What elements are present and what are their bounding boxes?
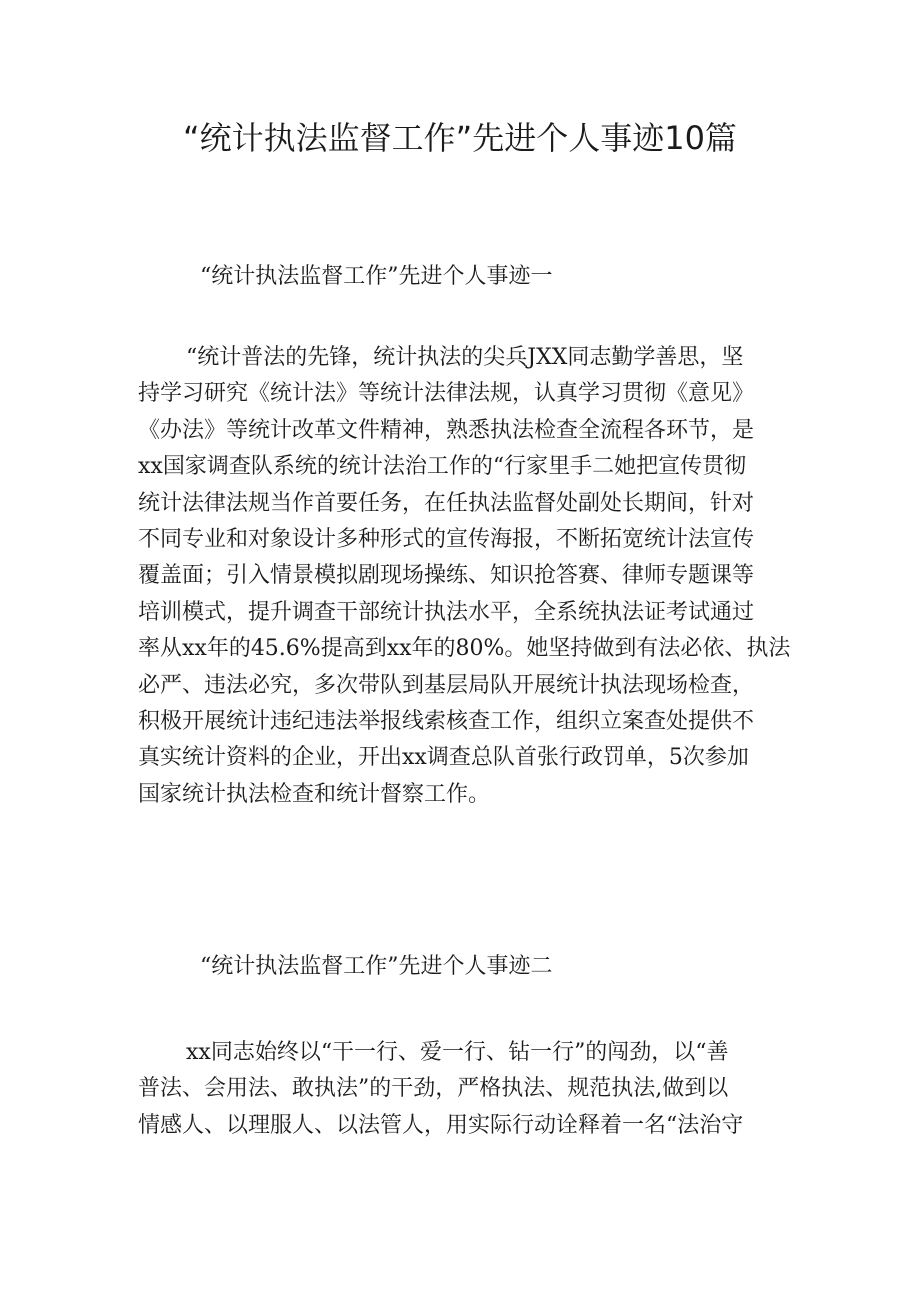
section-2-paragraph	[138, 1035, 788, 1144]
paragraph-line: 持学习研究《统计法》等统计法律法规，认真学习贯彻《意见》	[138, 381, 755, 407]
section-heading-2: “统计执法监督工作”先进个人事迹二	[200, 954, 553, 979]
paragraph-line: 积极开展统计违纪违法举报线索核查工作，组织立案查处提供不	[138, 708, 755, 734]
paragraph-line: 必严、违法必究，多次带队到基层局队开展统计执法现场检查，	[138, 672, 755, 698]
paragraph-line: xx同志始终以“干一行、爱一行、钻一行”的闯劲，以“善	[186, 1040, 729, 1065]
paragraph-line: 统计法律法规当作首要任务，在任执法监督处副处长期间，针对	[138, 490, 755, 516]
paragraph-line: 情感人、以理服人、以法管人，用实际行动诠释着一名“法治守	[138, 1112, 744, 1138]
section-heading-1: “统计执法监督工作”先进个人事迹一	[200, 264, 553, 289]
paragraph-line: 真实统计资料的企业，开出xx调查总队首张行政罚单，5次参加	[138, 745, 749, 771]
paragraph-line: 国家统计执法检查和统计督察工作。	[138, 781, 491, 807]
paragraph-line: xx国家调查队系统的统计法治工作的“行家里手二她把宣传贯彻	[138, 454, 747, 480]
paragraph-line: 《办法》等统计改革文件精神，熟悉执法检查全流程各环节，是	[138, 417, 755, 443]
document-title: “统计执法监督工作”先进个人事迹10篇	[183, 119, 737, 157]
paragraph-line: 覆盖面；引入情景模拟剧现场操练、知识抢答赛、律师专题课等	[138, 563, 755, 589]
paragraph-line: 普法、会用法、敢执法”的干劲，严格执法、规范执法,做到以	[138, 1076, 729, 1102]
paragraph-line: 不同专业和对象设计多种形式的宣传海报，不断拓宽统计法宣传	[138, 526, 755, 552]
section-1-paragraph	[138, 340, 791, 813]
paragraph-line: 培训模式，提升调查干部统计执法水平，全系统执法证考试通过	[138, 599, 755, 625]
paragraph-line: 率从xx年的45.6%提高到xx年的80%。她坚持做到有法必依、执法	[138, 636, 791, 662]
paragraph-line: “统计普法的先锋，统计执法的尖兵JXX同志勤学善思，坚	[186, 345, 744, 370]
